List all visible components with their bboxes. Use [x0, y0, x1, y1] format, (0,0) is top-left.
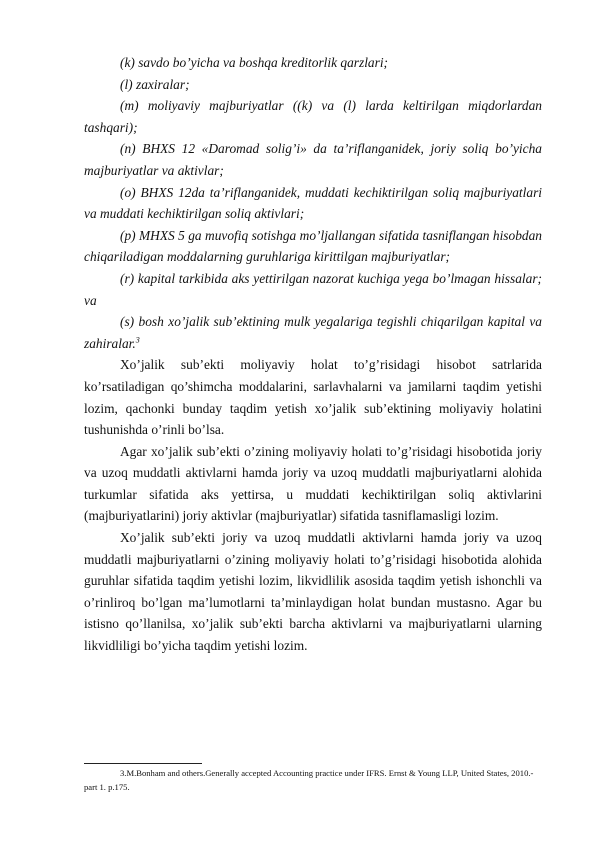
body-paragraph: Xo’jalik sub’ekti moliyaviy holat to’g’risidagi hisobot satrlarida ko’rsatiladigan qo’shimcha moddalarini, sarlavhalarni va jamilarni taqdim yetishi lozim, qachonki bunday taqdim yetish xo’jalik sub’ektining moliyaviy holatini tushunishda o’rinli bo’lsa. [84, 357, 542, 438]
footnote-divider [84, 763, 202, 764]
list-item-n: (n) BHXS 12 «Daromad solig’i» da ta’riflanganidek, joriy soliq bo’yicha majburiyatlar va aktivlar; [84, 141, 542, 178]
list-item-m: (m) moliyaviy majburiyatlar ((k) va (l) larda keltirilgan miqdorlardan tashqari); [84, 98, 542, 135]
document-body [84, 52, 542, 657]
list-item-s [84, 311, 542, 354]
footnote: 3.M.Bonham and others.Generally accepted Accounting practice under IFRS. Ernst & Young LLP, United States, 2010.- part 1. p.175. [84, 768, 534, 792]
list-item-s-text: (s) bosh xo’jalik sub’ektining mulk yegalariga tegishli chiqarilgan kapital va zahiralar. [84, 314, 542, 351]
list-item-k: (k) savdo bo’yicha va boshqa kreditorlik qarzlari; [120, 55, 389, 70]
body-paragraph: Xo’jalik sub’ekti joriy va uzoq muddatli aktivlarni hamda joriy va uzoq muddatli majburiyatlarni o’zining moliyaviy holati to’g’risidagi hisobotida alohida guruhlar sifatida taqdim yetishi lozim, likvidlilik asosida taqdim yetish ishonchli va o’rinliroq bo’lgan ma’lumotlarni ta’minlaydigan holat bundan mustasno. Agar bu istisno qo’llanilsa, xo’jalik sub’ekti barcha aktivlarni va majburiyatlarni ularning likvidliligi bo’yicha taqdim yetishi lozim. [84, 530, 542, 654]
body-paragraph: Agar xo’jalik sub’ekti o’zining moliyaviy holati to’g’risidagi hisobotida joriy va uzoq muddatli aktivlarni hamda joriy va uzoq muddatli majburiyatlarni alohida turkumlar sifatida aks yettirsa, u muddati kechiktirilgan soliq aktivlarini (majburiyatlarini) joriy aktivlar (majburiyatlar) sifatida tasniflamasligi lozim. [84, 443, 542, 524]
footnote-reference[interactable]: 3 [135, 335, 140, 345]
list-item-o: (o) BHXS 12da ta’riflanganidek, muddati kechiktirilgan soliq majburiyatlari va muddati kechiktirilgan soliq aktivlari; [84, 184, 542, 222]
list-item-p: (p) MHXS 5 ga muvofiq sotishga mo’ljallangan sifatida tasniflangan hisobdan chiqariladigan moddalarning guruhlariga kirittilgan majburiyatlar; [84, 227, 542, 265]
list-item-r: (r) kapital tarkibida aks yettirilgan nazorat kuchiga yega bo’lmagan hissalar; va [84, 270, 542, 308]
list-item-l: (l) zaxiralar; [120, 76, 190, 92]
